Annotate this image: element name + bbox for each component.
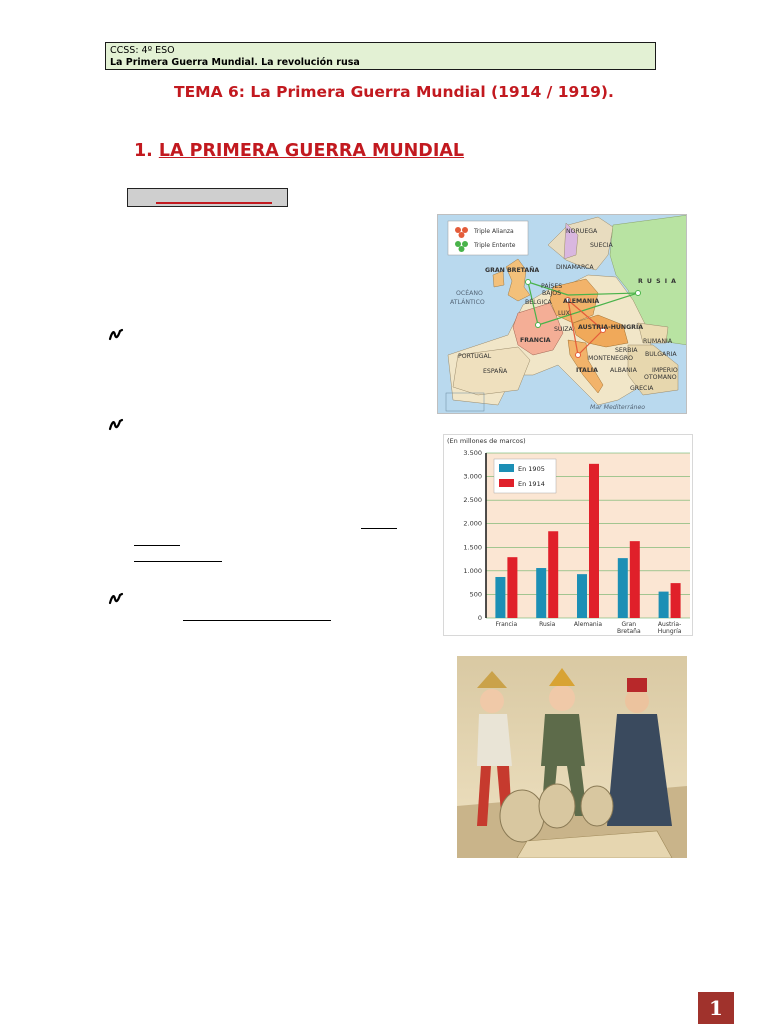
bar-1905 xyxy=(618,558,628,618)
map-label: GRECIA xyxy=(630,385,654,392)
y-tick-label: 2.500 xyxy=(463,496,482,505)
legend-swatch-1914 xyxy=(499,479,514,487)
legend-triple-entente: Triple Entente xyxy=(474,242,516,249)
map-label: FRANCIA xyxy=(520,337,551,344)
map-label: OTOMANO xyxy=(644,374,677,381)
y-tick-label: 1.000 xyxy=(463,566,482,575)
y-tick-label: 1.500 xyxy=(463,543,482,552)
bar-1905 xyxy=(495,577,505,618)
map-label: Mar Mediterráneo xyxy=(590,404,646,411)
legend-triple-alianza: Triple Alianza xyxy=(474,228,514,235)
page-number: 1 xyxy=(698,992,734,1024)
course-label: CCSS: 4º ESO xyxy=(110,45,175,56)
europe-map-graphic xyxy=(438,215,687,414)
bar-1914 xyxy=(630,541,640,618)
map-label: MONTENEGRO xyxy=(588,355,634,362)
bullet-icon xyxy=(108,590,124,606)
alliances-map xyxy=(437,214,687,414)
political-cartoon xyxy=(457,656,687,858)
section-title: LA PRIMERA GUERRA MUNDIAL xyxy=(158,141,465,161)
map-label: OCÉANO xyxy=(456,290,483,297)
subsection-underline xyxy=(156,202,272,204)
blank-line xyxy=(361,528,397,529)
legend-swatch-1905 xyxy=(499,464,514,472)
document-header xyxy=(105,42,656,70)
blank-line xyxy=(134,561,222,562)
map-label: R U S I A xyxy=(638,278,677,285)
y-tick-label: 0 xyxy=(477,614,482,622)
map-label: BÉLGICA xyxy=(525,299,552,306)
page-title: TEMA 6: La Primera Guerra Mundial (1914 / 1919). xyxy=(174,83,614,101)
x-tick-label: Bretaña xyxy=(616,628,641,635)
map-label: SERBIA xyxy=(615,347,638,354)
map-label: ALBANIA xyxy=(610,367,637,374)
legend-label-1914: En 1914 xyxy=(518,480,545,488)
map-label: GRAN BRETAÑA xyxy=(485,267,540,274)
section-number: 1. xyxy=(134,141,153,161)
section-heading xyxy=(134,141,464,161)
map-label: RUMANIA xyxy=(643,338,673,345)
cartoon-illustration xyxy=(457,656,687,858)
bar-1914 xyxy=(507,557,517,618)
blank-line xyxy=(134,545,180,546)
x-tick-label: Francia xyxy=(495,621,518,628)
map-label: DINAMARCA xyxy=(556,264,594,271)
x-tick-label: Hungría xyxy=(657,628,682,635)
y-tick-label: 500 xyxy=(469,590,482,599)
map-label: ESPAÑA xyxy=(483,368,508,375)
x-tick-label: Gran xyxy=(621,621,637,628)
bar-1905 xyxy=(536,568,546,618)
bar-1905 xyxy=(577,574,587,618)
y-tick-label: 2.000 xyxy=(463,519,482,528)
map-label: IMPERIO xyxy=(652,367,678,374)
bar-1914 xyxy=(548,531,558,618)
military-spending-chart xyxy=(443,434,693,636)
bar-1914 xyxy=(589,464,599,618)
x-tick-label: Austria- xyxy=(657,621,682,628)
map-label: ITALIA xyxy=(576,367,598,374)
map-label: SUIZA xyxy=(554,326,573,333)
map-label: BAJOS xyxy=(542,290,562,297)
map-label: ATLÁNTICO xyxy=(450,299,485,306)
bullet-icon xyxy=(108,326,124,342)
blank-line xyxy=(183,620,331,621)
legend-label-1905: En 1905 xyxy=(518,465,545,473)
map-label: LUX. xyxy=(558,310,572,317)
map-label: NORUEGA xyxy=(566,228,598,235)
map-label: BULGARIA xyxy=(645,351,677,358)
bar-chart xyxy=(444,435,694,637)
y-tick-label: 3.500 xyxy=(463,449,482,457)
map-label: SUECIA xyxy=(590,242,613,249)
map-label: AUSTRIA-HUNGRÍA xyxy=(578,324,644,331)
bullet-icon xyxy=(108,416,124,432)
x-tick-label: Rusia xyxy=(539,621,556,628)
unit-subtitle: La Primera Guerra Mundial. La revolución rusa xyxy=(110,57,360,68)
map-label: PAÍSES xyxy=(541,283,563,290)
y-tick-label: 3.000 xyxy=(463,472,482,481)
map-label: ALEMANIA xyxy=(563,298,600,305)
map-label: PORTUGAL xyxy=(458,353,492,360)
bar-1914 xyxy=(671,583,681,618)
chart-title: (En millones de marcos) xyxy=(447,437,526,445)
bar-1905 xyxy=(659,592,669,618)
x-tick-label: Alemania xyxy=(573,621,603,628)
subsection-box xyxy=(127,188,288,207)
